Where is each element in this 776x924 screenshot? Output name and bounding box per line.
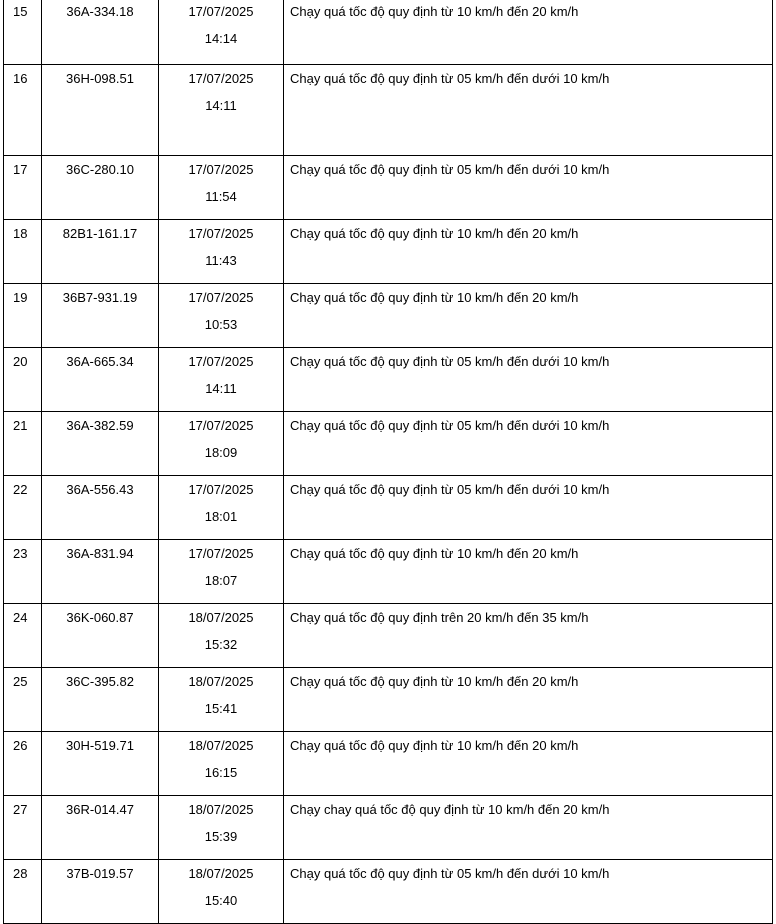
table-row <box>4 476 773 540</box>
violation-description: Chạy quá tốc độ quy định từ 10 km/h đến 20 km/h <box>290 738 579 753</box>
violation-date: 17/07/2025 <box>188 226 254 241</box>
license-plate: 36A-556.43 <box>66 482 134 497</box>
license-plate: 36R-014.47 <box>66 802 134 817</box>
violation-date: 17/07/2025 <box>188 4 254 19</box>
row-number-cell <box>4 796 42 860</box>
row-number: 27 <box>13 802 28 817</box>
row-number-cell <box>4 156 42 220</box>
violation-cell <box>284 65 773 156</box>
row-number-cell <box>4 668 42 732</box>
license-plate: 36C-280.10 <box>66 162 134 177</box>
violation-date: 17/07/2025 <box>188 290 254 305</box>
plate-cell <box>42 476 159 540</box>
row-number-cell <box>4 476 42 540</box>
violation-date: 17/07/2025 <box>188 354 254 369</box>
row-number-cell <box>4 0 42 65</box>
row-number-cell <box>4 540 42 604</box>
violation-description: Chạy quá tốc độ quy định từ 10 km/h đến 20 km/h <box>290 4 579 19</box>
license-plate: 36C-395.82 <box>66 674 134 689</box>
violation-date: 17/07/2025 <box>188 546 254 561</box>
row-number: 18 <box>13 226 28 241</box>
row-number: 24 <box>13 610 28 625</box>
plate-cell <box>42 796 159 860</box>
plate-cell <box>42 65 159 156</box>
violation-description: Chạy quá tốc độ quy định từ 05 km/h đến dưới 10 km/h <box>290 71 610 86</box>
row-number: 23 <box>13 546 28 561</box>
plate-cell <box>42 284 159 348</box>
violation-cell <box>284 476 773 540</box>
time-cell <box>159 476 284 540</box>
row-number: 21 <box>13 418 28 433</box>
row-number: 25 <box>13 674 28 689</box>
violation-date: 18/07/2025 <box>188 610 254 625</box>
violation-description: Chạy chay quá tốc độ quy định từ 10 km/h đến 20 km/h <box>290 802 610 817</box>
violation-time: 14:11 <box>205 381 237 396</box>
row-number: 20 <box>13 354 28 369</box>
violation-description: Chạy quá tốc độ quy định từ 10 km/h đến 20 km/h <box>290 226 579 241</box>
violation-time: 18:09 <box>204 445 238 460</box>
row-number: 26 <box>13 738 28 753</box>
plate-cell <box>42 348 159 412</box>
time-cell <box>159 348 284 412</box>
row-number-cell <box>4 604 42 668</box>
plate-cell <box>42 604 159 668</box>
time-cell <box>159 65 284 156</box>
license-plate: 36H-098.51 <box>66 71 134 86</box>
violation-date: 17/07/2025 <box>188 71 254 86</box>
row-number: 19 <box>13 290 28 305</box>
violation-description: Chạy quá tốc độ quy định từ 10 km/h đến 20 km/h <box>290 674 579 689</box>
time-cell <box>159 604 284 668</box>
row-number-cell <box>4 412 42 476</box>
time-cell <box>159 156 284 220</box>
violation-cell <box>284 668 773 732</box>
violation-date: 17/07/2025 <box>188 482 254 497</box>
violation-time: 16:15 <box>204 765 238 780</box>
violation-time: 15:41 <box>204 701 238 716</box>
violation-date: 18/07/2025 <box>188 802 254 817</box>
row-number: 16 <box>13 71 28 86</box>
violation-time: 14:14 <box>204 31 238 46</box>
plate-cell <box>42 220 159 284</box>
plate-cell <box>42 732 159 796</box>
license-plate: 36A-382.59 <box>66 418 134 433</box>
row-number: 15 <box>13 4 28 19</box>
violation-date: 18/07/2025 <box>188 674 254 689</box>
violation-date: 18/07/2025 <box>188 738 254 753</box>
time-cell <box>159 732 284 796</box>
violation-cell <box>284 604 773 668</box>
violation-time: 11:43 <box>205 253 237 268</box>
row-number: 28 <box>13 866 28 881</box>
violation-description: Chạy quá tốc độ quy định từ 05 km/h đến dưới 10 km/h <box>290 866 610 881</box>
license-plate: 36A-665.34 <box>66 354 134 369</box>
violation-description: Chạy quá tốc độ quy định từ 05 km/h đến dưới 10 km/h <box>290 162 610 177</box>
violation-cell <box>284 540 773 604</box>
table-row <box>4 860 773 924</box>
violation-cell <box>284 860 773 924</box>
row-number-cell <box>4 220 42 284</box>
violation-time: 11:54 <box>205 189 237 204</box>
violation-cell <box>284 220 773 284</box>
violation-description: Chạy quá tốc độ quy định từ 05 km/h đến dưới 10 km/h <box>290 354 610 369</box>
plate-cell <box>42 860 159 924</box>
row-number-cell <box>4 284 42 348</box>
row-number-cell <box>4 860 42 924</box>
license-plate: 36K-060.87 <box>66 610 134 625</box>
plate-cell <box>42 156 159 220</box>
table-row <box>4 796 773 860</box>
table-row <box>4 65 773 156</box>
violation-time: 15:40 <box>204 893 238 908</box>
license-plate: 82B1-161.17 <box>62 226 138 241</box>
violation-cell <box>284 412 773 476</box>
violation-time: 18:07 <box>204 573 238 588</box>
table-row <box>4 348 773 412</box>
row-number-cell <box>4 65 42 156</box>
violation-time: 15:32 <box>204 637 238 652</box>
plate-cell <box>42 0 159 65</box>
table-row <box>4 604 773 668</box>
violation-description: Chạy quá tốc độ quy định từ 10 km/h đến 20 km/h <box>290 546 579 561</box>
violation-description: Chạy quá tốc độ quy định từ 10 km/h đến 20 km/h <box>290 290 579 305</box>
time-cell <box>159 860 284 924</box>
table-row <box>4 0 773 65</box>
violation-description: Chạy quá tốc độ quy định trên 20 km/h đến 35 km/h <box>290 610 589 625</box>
license-plate: 36A-831.94 <box>66 546 134 561</box>
time-cell <box>159 796 284 860</box>
license-plate: 36A-334.18 <box>66 4 134 19</box>
violation-cell <box>284 156 773 220</box>
table-row <box>4 412 773 476</box>
violation-description: Chạy quá tốc độ quy định từ 05 km/h đến dưới 10 km/h <box>290 482 610 497</box>
violation-date: 17/07/2025 <box>188 162 254 177</box>
violations-table <box>3 0 773 924</box>
row-number: 17 <box>13 162 28 177</box>
violation-time: 18:01 <box>204 509 238 524</box>
table-row <box>4 220 773 284</box>
plate-cell <box>42 412 159 476</box>
time-cell <box>159 220 284 284</box>
table-row <box>4 156 773 220</box>
violation-cell <box>284 0 773 65</box>
license-plate: 30H-519.71 <box>66 738 134 753</box>
violation-cell <box>284 284 773 348</box>
plate-cell <box>42 668 159 732</box>
table-row <box>4 540 773 604</box>
violation-date: 17/07/2025 <box>188 418 254 433</box>
time-cell <box>159 284 284 348</box>
license-plate: 36B7-931.19 <box>62 290 138 305</box>
violation-description: Chạy quá tốc độ quy định từ 05 km/h đến dưới 10 km/h <box>290 418 610 433</box>
time-cell <box>159 668 284 732</box>
table-row <box>4 732 773 796</box>
violation-time: 14:11 <box>205 98 237 113</box>
time-cell <box>159 0 284 65</box>
table-row <box>4 284 773 348</box>
violations-body <box>4 0 773 924</box>
license-plate: 37B-019.57 <box>66 866 134 881</box>
violation-cell <box>284 348 773 412</box>
violation-time: 10:53 <box>204 317 238 332</box>
violation-cell <box>284 796 773 860</box>
row-number-cell <box>4 732 42 796</box>
time-cell <box>159 540 284 604</box>
row-number-cell <box>4 348 42 412</box>
violation-cell <box>284 732 773 796</box>
row-number: 22 <box>13 482 28 497</box>
violation-date: 18/07/2025 <box>188 866 254 881</box>
time-cell <box>159 412 284 476</box>
violation-time: 15:39 <box>204 829 238 844</box>
plate-cell <box>42 540 159 604</box>
table-row <box>4 668 773 732</box>
